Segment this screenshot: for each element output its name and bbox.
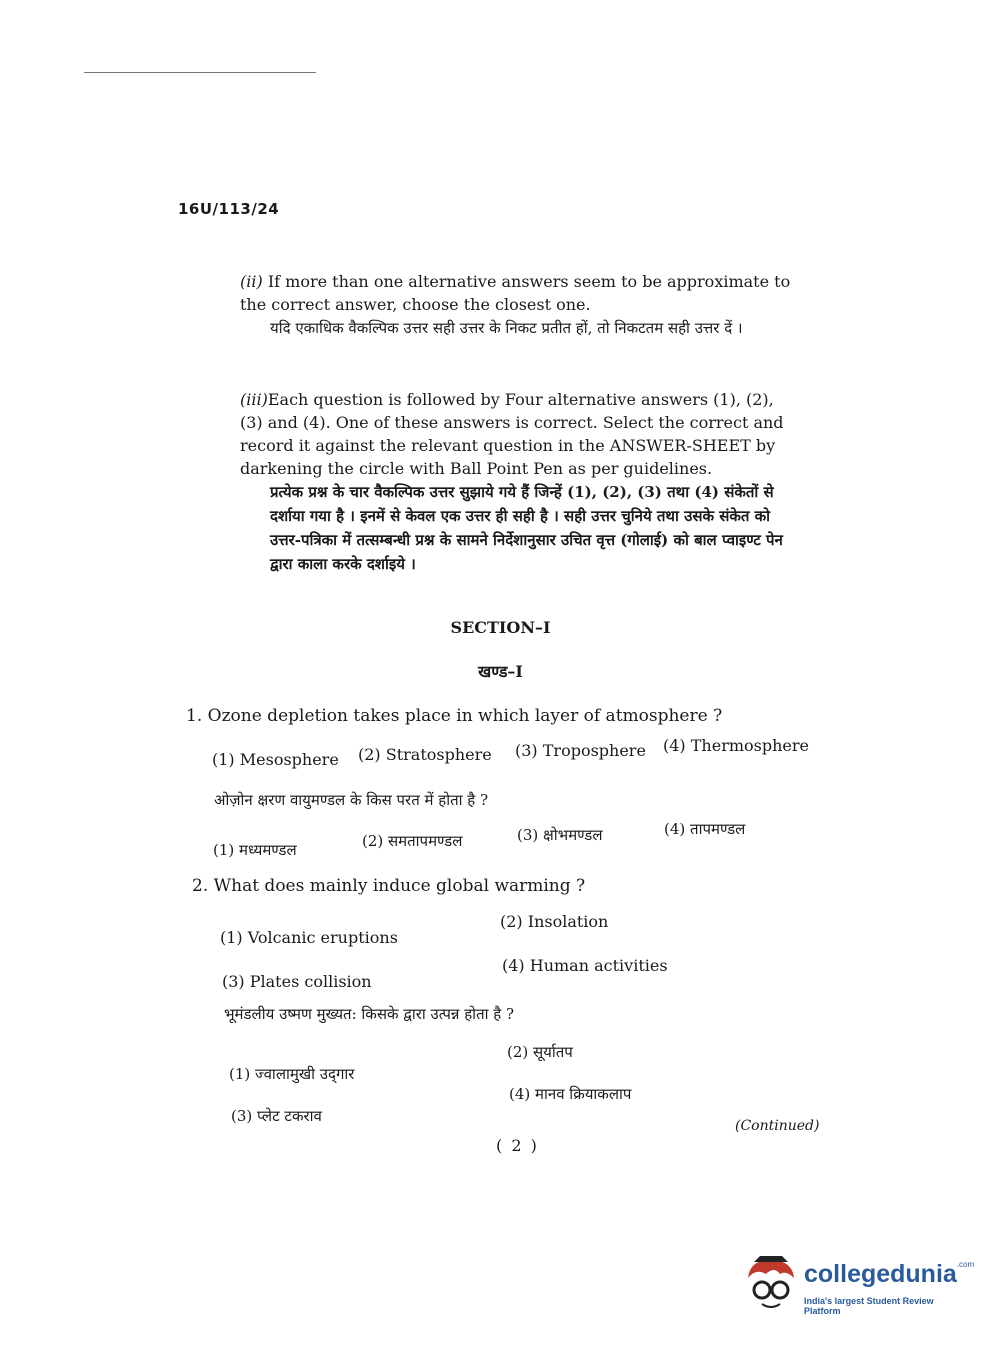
instruction-iii-text: Each question is followed by Four alternative answers (1), (2), (3) and (4). One of these answers is correct. Select the correct and record it against the relevant question in the ANSWER-SHEET by darkening the circle with Ball Point Pen as per guidelines.	[240, 390, 784, 478]
q2-option-1-en: (1) Volcanic eruptions	[220, 928, 398, 947]
instruction-ii-en	[240, 270, 800, 316]
question-2-text-hi: भूमंडलीय उष्मण मुख्यत: किसके द्वारा उत्पन्न होता है ?	[224, 1005, 515, 1023]
q2-option-2-en: (2) Insolation	[500, 912, 609, 931]
q1-option-1-hi: (1) मध्यमण्डल	[213, 841, 297, 859]
question-1-text-hi: ओज़ोन क्षरण वायुमण्डल के किस परत में होता है ?	[214, 791, 489, 809]
instruction-iii-number: (iii)	[240, 390, 268, 409]
instruction-ii-text: If more than one alternative answers seem to be approximate to the correct answer, choose the closest one.	[240, 272, 791, 314]
q1-option-1-en: (1) Mesosphere	[212, 750, 339, 769]
q1-option-2-hi: (2) समतापमण्डल	[362, 832, 463, 850]
instruction-iii-en	[240, 388, 800, 480]
question-2-number: 2.	[192, 876, 209, 896]
q2-option-2-hi: (2) सूर्यातप	[507, 1043, 573, 1061]
brand-word: collegedunia	[804, 1260, 957, 1288]
instruction-iii-hi: प्रत्येक प्रश्न के चार वैकल्पिक उत्तर सुझाये गये हैं जिन्हें (1), (2), (3) तथा (4) संकेतों से दर्शाया गया है । इनमें से केवल एक उत्तर ही सही है । सही उत्तर चुनिये तथा उसके संकेत को उत्तर-पत्रिका में तत्सम्बन्धी प्रश्न के सामने निर्देशानुसार उचित वृत्त (गोलाई) को बाल प्वाइण्ट पेन द्वारा काला करके दर्शाइये ।	[270, 483, 783, 573]
collegedunia-logo	[742, 1248, 975, 1318]
section-title-en: SECTION–I	[450, 618, 551, 637]
top-rule	[84, 72, 316, 73]
question-2-text-en: What does mainly induce global warming ?	[213, 876, 586, 896]
question-2	[192, 876, 585, 896]
q2-option-4-en: (4) Human activities	[502, 956, 668, 975]
brand-name	[804, 1260, 974, 1289]
brand-suffix: .com	[956, 1260, 975, 1269]
q2-option-3-hi: (3) प्लेट टकराव	[231, 1107, 322, 1125]
instruction-ii-hi: यदि एकाधिक वैकल्पिक उत्तर सही उत्तर के निकट प्रतीत हों, तो निकटतम सही उत्तर दें ।	[270, 319, 743, 337]
q2-option-1-hi: (1) ज्वालामुखी उद्‌गार	[229, 1065, 355, 1083]
instruction-ii-number: (ii)	[240, 272, 263, 291]
instruction-ii	[240, 270, 800, 340]
q1-option-4-en: (4) Thermosphere	[663, 736, 809, 755]
mascot-icon	[742, 1252, 800, 1312]
q1-option-2-en: (2) Stratosphere	[358, 745, 492, 764]
section-title-hi: खण्ड–I	[478, 662, 523, 681]
q1-option-3-en: (3) Troposphere	[515, 741, 646, 760]
q2-option-4-hi: (4) मानव क्रियाकलाप	[509, 1085, 632, 1103]
q1-option-3-hi: (3) क्षोभमण्डल	[517, 826, 603, 844]
continued-label: (Continued)	[735, 1118, 820, 1134]
q2-option-3-en: (3) Plates collision	[222, 972, 372, 991]
q1-option-4-hi: (4) तापमण्डल	[664, 820, 746, 838]
question-1	[186, 706, 722, 726]
paper-code: 16U/113/24	[178, 200, 280, 218]
instruction-iii	[240, 388, 800, 576]
question-1-number: 1.	[186, 706, 203, 726]
question-1-text-en: Ozone depletion takes place in which layer of atmosphere ?	[207, 706, 723, 726]
page-number: ( 2 )	[496, 1136, 539, 1155]
brand-tagline: India's largest Student Review Platform	[804, 1296, 934, 1316]
